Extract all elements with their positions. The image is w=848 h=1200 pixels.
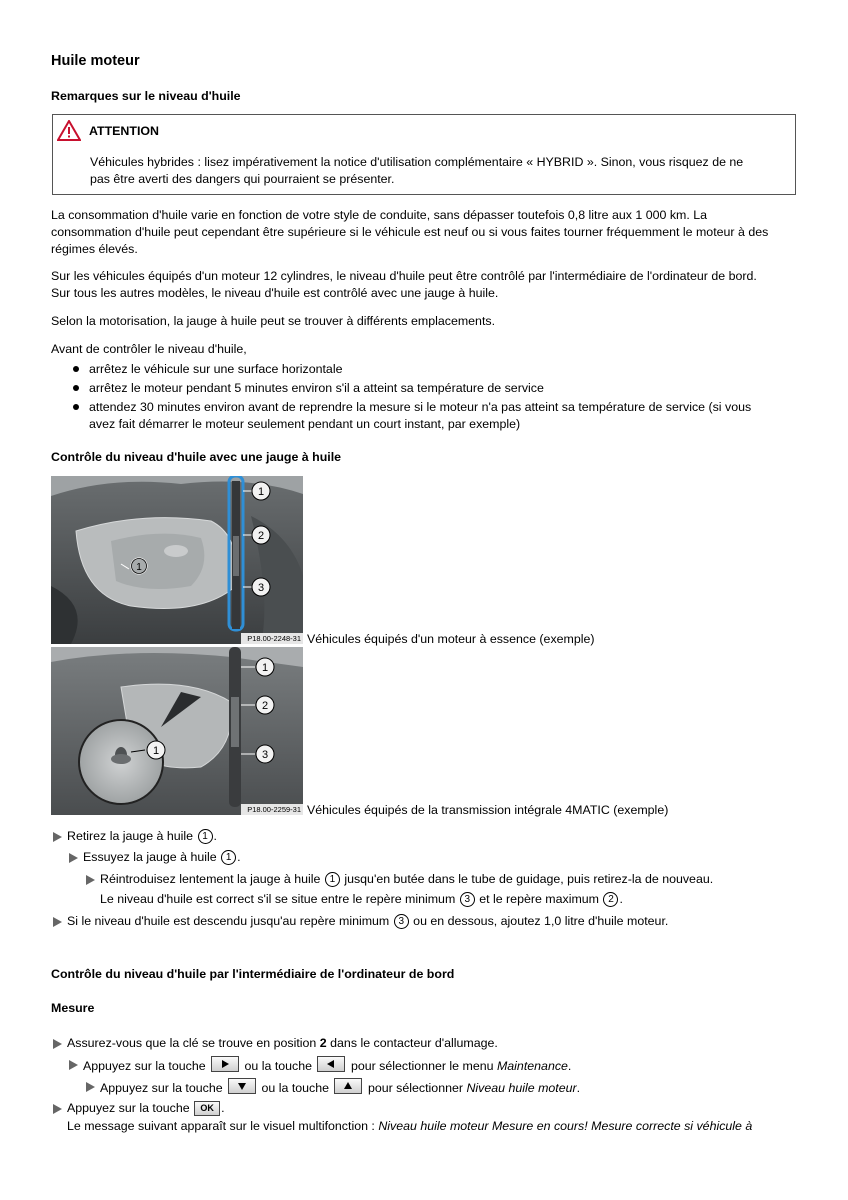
step-text: pour sélectionner bbox=[367, 1081, 463, 1095]
step-select-maintenance bbox=[83, 1056, 571, 1075]
bullet-item: arrêtez le véhicule sur une surface horizontale bbox=[89, 362, 343, 376]
step-text: Appuyez sur la touche bbox=[67, 1101, 190, 1115]
marker-2-icon: 2 bbox=[603, 892, 618, 907]
step-text: et le repère maximum bbox=[479, 892, 600, 906]
key-position-value: 2 bbox=[319, 1036, 327, 1050]
step-text: Essuyez la jauge à huile bbox=[83, 850, 217, 864]
step-reinsert-dipstick bbox=[100, 871, 713, 888]
section-heading-dipstick: Contrôle du niveau d'huile avec une jauge à huile bbox=[51, 450, 342, 464]
step-text: ou la touche bbox=[244, 1059, 313, 1073]
section-heading-onboard-computer: Contrôle du niveau d'huile par l'intermédiaire de l'ordinateur de bord bbox=[51, 967, 455, 981]
section-heading-remarks: Remarques sur le niveau d'huile bbox=[51, 89, 241, 103]
marker-3-icon: 3 bbox=[460, 892, 475, 907]
step-arrow-icon bbox=[69, 853, 78, 863]
step-arrow-icon bbox=[53, 1104, 62, 1114]
step-text: Retirez la jauge à huile bbox=[67, 829, 194, 843]
svg-text:3: 3 bbox=[257, 582, 265, 594]
step-add-oil bbox=[67, 913, 668, 930]
bullet-dot bbox=[73, 385, 79, 391]
marker-3-icon: 3 bbox=[394, 914, 409, 929]
step-text: Assurez-vous que la clé se trouve en position bbox=[67, 1036, 317, 1050]
svg-text:1: 1 bbox=[136, 562, 142, 573]
svg-text:2: 2 bbox=[257, 530, 265, 542]
step-text: Réintroduisez lentement la jauge à huile bbox=[100, 872, 321, 886]
para-v12-line2: Sur tous les autres modèles, le niveau d'huile est contrôlé avec une jauge à huile. bbox=[51, 286, 499, 300]
step-text: jusqu'en butée dans le tube de guidage, puis retirez-la de nouveau. bbox=[344, 872, 714, 886]
step-arrow-icon bbox=[69, 1060, 78, 1070]
marker-1-icon: 1 bbox=[221, 850, 236, 865]
step-text: . bbox=[213, 829, 217, 843]
right-arrow-button-icon bbox=[211, 1056, 239, 1072]
engine-photo-petrol bbox=[51, 476, 303, 644]
warning-text-line1: Véhicules hybrides : lisez impérativement la notice d'utilisation complémentaire « HYBRID ». Sinon, vous risquez de ne bbox=[90, 155, 744, 169]
step-key-position bbox=[67, 1035, 498, 1052]
step-text: . bbox=[237, 850, 241, 864]
step-arrow-icon bbox=[86, 875, 95, 885]
step-arrow-icon bbox=[53, 917, 62, 927]
step-text: . bbox=[567, 1059, 572, 1073]
svg-text:2: 2 bbox=[261, 700, 269, 712]
figure1-caption: Véhicules équipés d'un moteur à essence (exemple) bbox=[307, 632, 595, 646]
marker-1-icon: 1 bbox=[325, 872, 340, 887]
para-v12-line1: Sur les véhicules équipés d'un moteur 12 cylindres, le niveau d'huile peut être contrôlé par l'intermédiaire de l'ordinateur de bord. bbox=[51, 269, 757, 283]
svg-text:3: 3 bbox=[261, 749, 269, 761]
para-consumption-line1: La consommation d'huile varie en fonction de votre style de conduite, sans dépasser toutefois 0,8 litre aux 1 000 km. La bbox=[51, 208, 708, 222]
step-arrow-icon bbox=[53, 1039, 62, 1049]
bullet-dot bbox=[73, 366, 79, 372]
step-text: ou la touche bbox=[261, 1081, 330, 1095]
para-consumption-line2: consommation d'huile peut cependant être supérieure si le véhicule est neuf ou si vous faites tourner fréquemment le moteur à des bbox=[51, 225, 769, 239]
step-arrow-icon bbox=[86, 1082, 95, 1092]
step-text: . bbox=[619, 892, 623, 906]
step-text: Si le niveau d'huile est descendu jusqu'au repère minimum bbox=[67, 914, 390, 928]
bullet-item: arrêtez le moteur pendant 5 minutes environ s'il a atteint sa température de service bbox=[89, 381, 544, 395]
step-text: dans le contacteur d'allumage. bbox=[330, 1036, 498, 1050]
up-arrow-button-icon bbox=[334, 1078, 362, 1094]
svg-text:1: 1 bbox=[152, 745, 160, 757]
warning-icon bbox=[57, 120, 81, 141]
step-text: ou en dessous, ajoutez 1,0 litre d'huile moteur. bbox=[413, 914, 669, 928]
figure-code: P18.00-2259-31 bbox=[247, 805, 301, 814]
bullet-item: attendez 30 minutes environ avant de reprendre la mesure si le moteur n'a pas atteint sa température de service (si vous bbox=[89, 400, 752, 414]
step-select-oil-level bbox=[100, 1078, 580, 1097]
message-text: Niveau huile moteur Mesure en cours! Mesure correcte si véhicule à bbox=[378, 1119, 753, 1133]
figure2-caption: Véhicules équipés de la transmission intégrale 4MATIC (exemple) bbox=[307, 803, 669, 817]
down-arrow-button-icon bbox=[228, 1078, 256, 1094]
step-remove-dipstick bbox=[67, 828, 217, 845]
para-location: Selon la motorisation, la jauge à huile peut se trouver à différents emplacements. bbox=[51, 314, 496, 328]
para-before-check: Avant de contrôler le niveau d'huile, bbox=[51, 342, 247, 356]
marker-1-icon: 1 bbox=[198, 829, 213, 844]
step-press-ok bbox=[67, 1100, 225, 1117]
step-text: Le niveau d'huile est correct s'il se situe entre le repère minimum bbox=[100, 892, 456, 906]
ok-button-icon: OK bbox=[194, 1101, 220, 1116]
bullet-item-cont: avez fait démarrer le moteur seulement pendant un court instant, par exemple) bbox=[89, 417, 521, 431]
menu-maintenance: Maintenance bbox=[496, 1059, 568, 1073]
svg-text:1: 1 bbox=[257, 486, 265, 498]
warning-box bbox=[52, 114, 796, 195]
step-text: Appuyez sur la touche bbox=[100, 1081, 223, 1095]
warning-label: ATTENTION bbox=[89, 124, 159, 138]
step-text: . bbox=[221, 1101, 225, 1115]
left-arrow-button-icon bbox=[317, 1056, 345, 1072]
warning-text-line2: pas être averti des dangers qui pourraient se présenter. bbox=[90, 172, 395, 186]
subheading-measure: Mesure bbox=[51, 1001, 95, 1015]
step-arrow-icon bbox=[53, 832, 62, 842]
page-title: Huile moteur bbox=[51, 53, 140, 69]
engine-photo-4matic bbox=[51, 647, 303, 815]
menu-oil-level: Niveau huile moteur bbox=[466, 1081, 577, 1095]
step-level-correct bbox=[100, 891, 623, 908]
step-wipe-dipstick bbox=[83, 849, 241, 866]
step-text: Appuyez sur la touche bbox=[83, 1059, 206, 1073]
step-text: Le message suivant apparaît sur le visuel multifonction : bbox=[67, 1119, 375, 1133]
bullet-dot bbox=[73, 404, 79, 410]
figure-code: P18.00-2248-31 bbox=[247, 634, 301, 643]
message-display bbox=[67, 1118, 752, 1135]
para-consumption-line3: régimes élevés. bbox=[51, 242, 138, 256]
svg-text:1: 1 bbox=[261, 662, 269, 674]
step-text: . bbox=[576, 1081, 581, 1095]
step-text: pour sélectionner le menu bbox=[350, 1059, 494, 1073]
